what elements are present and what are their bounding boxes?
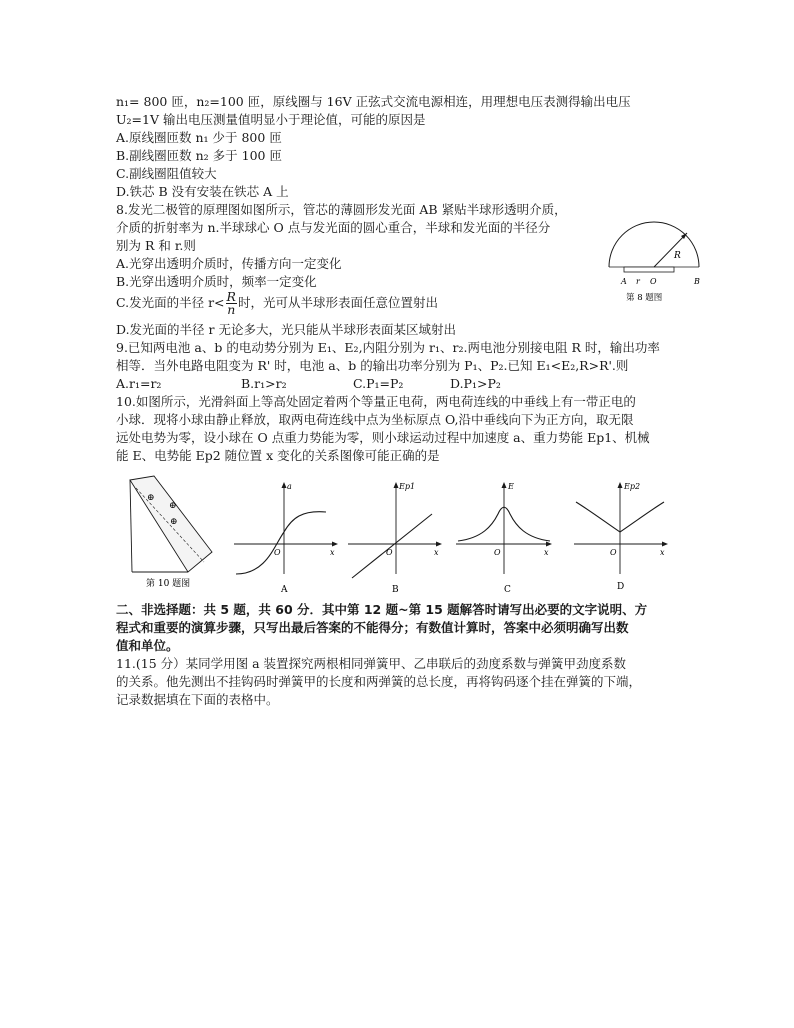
graph-a-origin: O [274,548,281,557]
graph-d-ylabel: Ep2 [624,482,641,491]
section-2-heading-line-2: 程式和重要的演算步骤，只写出最后答案的不能得分；有数值计算时，答案中必须明确写出数 [116,620,629,635]
q8-option-d: D.发光面的半径 r 无论多大，光只能从半球形表面某区域射出 [116,322,456,337]
graph-d-x-arrow [662,542,668,547]
label-B: B [694,277,700,286]
graph-d-y-arrow [618,482,623,488]
q7-option-c: C.副线圈阻值较大 [116,166,217,181]
graph-a-xlabel: x [330,548,335,557]
graph-a-x-arrow [332,542,338,547]
graph-b-option-label: B [392,585,399,595]
q10-line-2: 小球．现将小球由静止释放，取两电荷连线中点为坐标原点 O,沿中垂线向下为正方向，取无限 [116,412,634,427]
q10-line-1: 10.如图所示，光滑斜面上等高处固定着两个等量正电荷，两电荷连线的中垂线上有一带正电的 [116,394,636,409]
graph-b-x-arrow [436,542,442,547]
graph-c-y-arrow [502,482,507,488]
q11-line-1: 11.(15 分）某同学用图 a 装置探究两根相同弹簧甲、乙串联后的劲度系数与弹簧甲劲度系数 [116,656,627,671]
graph-b-origin: O [386,548,393,557]
q7-option-b: B.副线圈匝数 n₂ 多于 100 匝 [116,148,282,163]
graph-b-xlabel: x [434,548,439,557]
figure-10-diagram [126,474,686,598]
section-2-heading-line-1: 二、非选择题：共 5 题，共 60 分．其中第 12 题~第 15 题解答时请写出必要的文字说明、方 [116,602,648,617]
graph-b-y-arrow [394,482,399,488]
incline-back-edge [130,480,132,572]
graph-d-xlabel: x [660,548,665,557]
label-r: r [636,277,640,286]
q9-option-b: B.r₁>r₂ [241,376,287,391]
graph-a-y-arrow [282,482,287,488]
figure-8-caption: 第 8 题图 [626,293,663,303]
graph-c-option-label: C [504,585,511,595]
q8-line-3: 别为 R 和 r.则 [116,238,196,253]
q8-line-1: 8.发光二极管的原理图如图所示，管芯的薄圆形发光面 AB 紧贴半球形透明介质， [116,202,567,217]
graph-c [456,482,552,595]
q9-line-2: 相等．当外电路电阻变为 R' 时，电池 a、b 的输出功率分别为 P₁、P₂.已知 E₁<E₂,R>R'.则 [116,358,629,373]
figure-8-hemisphere-diagram [604,212,704,312]
section-2-heading-line-3: 值和单位。 [116,638,179,653]
ball-icon: ⊕ [169,501,177,511]
q10-line-3: 远处电势为零，设小球在 O 点重力势能为零，则小球运动过程中加速度 a、重力势能 Ep1、机械 [116,430,650,445]
fraction-r-over-n [226,291,237,316]
graph-c-x-arrow [546,542,552,547]
graph-a-option-label: A [281,585,288,595]
q8-option-b: B.光穿出透明介质时，频率一定变化 [116,274,317,289]
charge-1-icon: ⊕ [147,493,155,503]
q10-line-4: 能 E、电势能 Ep2 随位置 x 变化的关系图像可能正确的是 [116,448,440,463]
q11-line-2: 的关系。他先测出不挂钩码时弹簧甲的长度和两弹簧的总长度，再将钩码逐个挂在弹簧的下端， [116,674,642,689]
charge-2-icon: ⊕ [170,517,178,527]
q7-line-1: n₁= 800 匝，n₂=100 匝，原线圈与 16V 正弦式交流电源相连，用理想电压表测得输出电压 [116,94,631,109]
graph-c-ylabel: E [508,482,514,491]
graph-b-line [352,514,432,578]
fraction-numerator: R [226,289,236,304]
graph-c-origin: O [494,548,501,557]
graph-d [574,482,668,592]
graph-d-origin: O [610,548,617,557]
q8-option-c-text: C.发光面的半径 r< [116,295,225,310]
q9-line-1: 9.已知两电池 a、b 的电动势分别为 E₁、E₂,内阻分别为 r₁、r₂.两电池分别接电阻 R 时，输出功率 [116,340,660,355]
graph-b [348,482,442,595]
q7-option-d: D.铁芯 B 没有安装在铁芯 A 上 [116,184,289,199]
figure-10-caption: 第 10 题图 [146,579,191,589]
q9-option-d: D.P₁>P₂ [450,376,501,391]
label-A: A [621,277,627,286]
q8-option-c-tail: 时，光可从半球形表面任意位置射出 [237,295,438,310]
radius-line [654,233,687,267]
graph-c-xlabel: x [544,548,549,557]
q8-option-a: A.光穿出透明介质时，传播方向一定变化 [116,256,342,271]
q9-option-a: A.r₁=r₂ [116,376,162,391]
graph-a-ylabel: a [287,482,292,491]
fraction-denominator: n [227,302,236,317]
graph-d-option-label: D [617,582,625,592]
label-R: R [674,251,681,261]
q11-line-3: 记录数据填在下面的表格中。 [116,692,279,707]
q8-line-2: 介质的折射率为 n.半球球心 O 点与发光面的圆心重合，半球和发光面的半径分 [116,220,551,235]
graph-a [234,482,338,595]
hemisphere-arc [609,222,699,267]
graph-b-ylabel: Ep1 [399,482,416,491]
label-O: O [650,277,657,286]
q9-option-c: C.P₁=P₂ [353,376,404,391]
graph-a-curve [236,512,326,574]
q7-line-2: U₂=1V 输出电压测量值明显小于理论值，可能的原因是 [116,112,426,127]
light-emitting-surface [624,267,674,272]
q8-option-c [116,291,438,316]
q7-option-a: A.原线圈匝数 n₁ 少于 800 匝 [116,130,282,145]
